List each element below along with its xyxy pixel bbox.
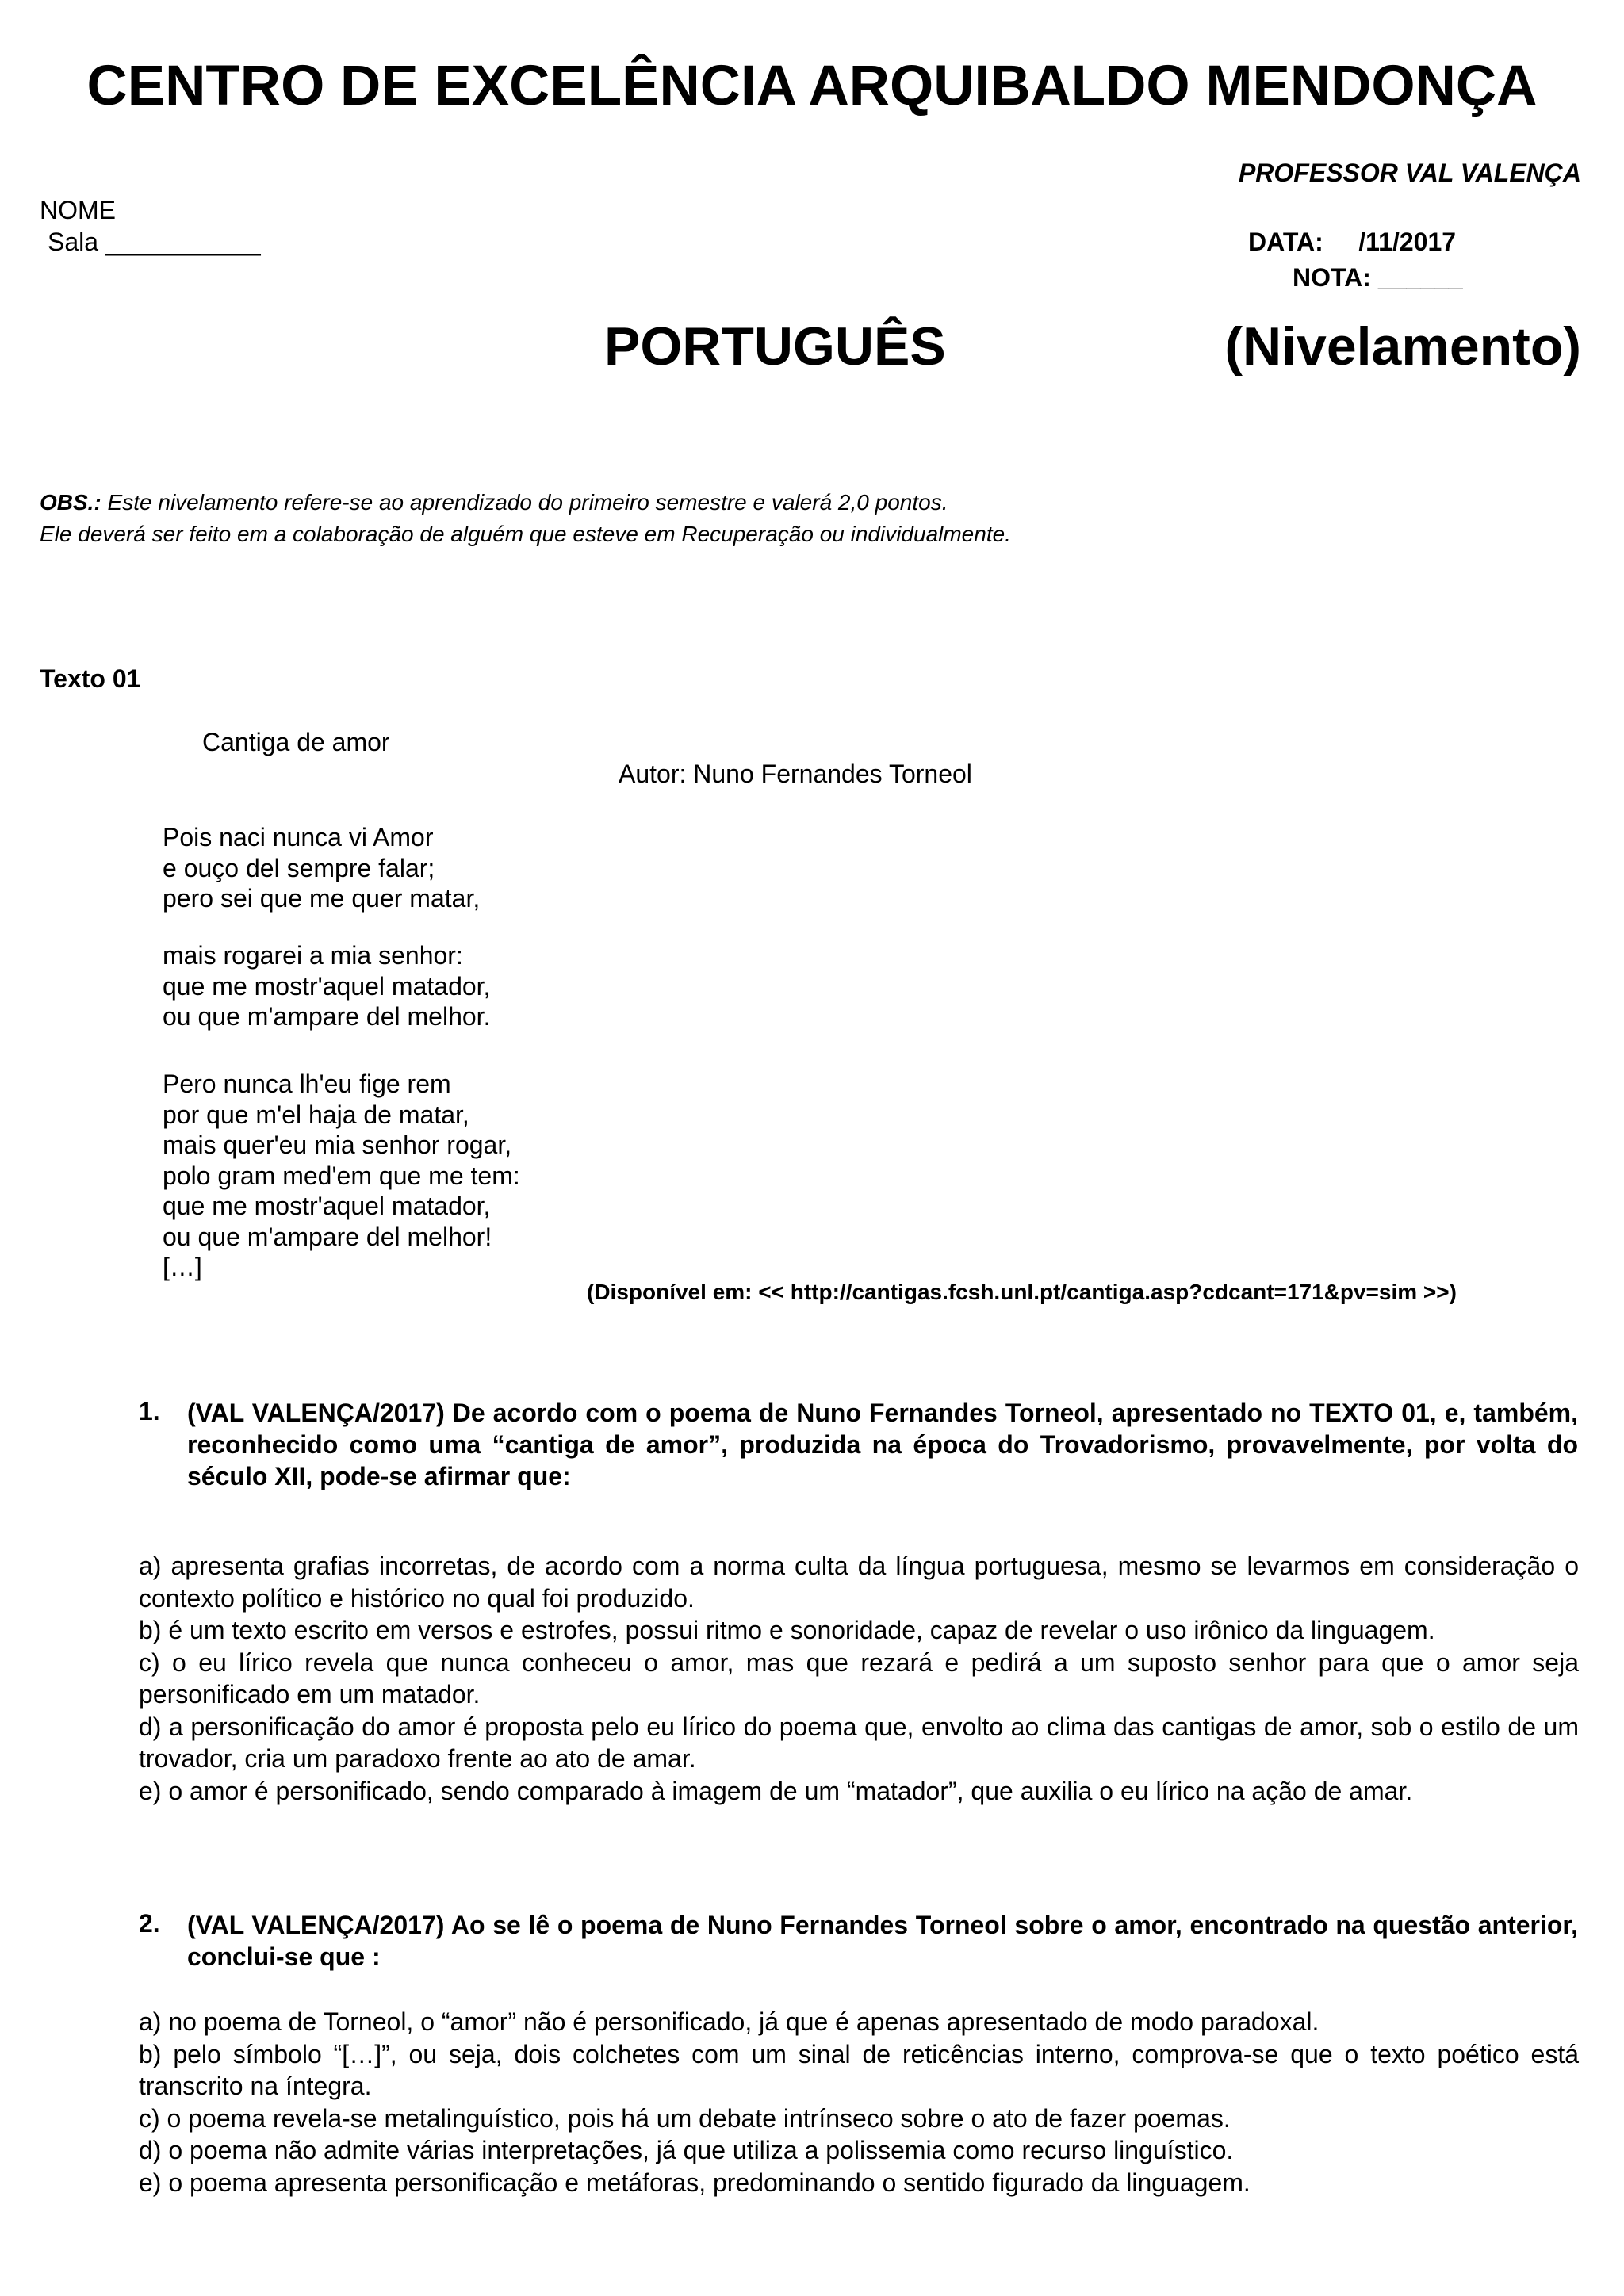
- date-label: DATA: /11/2017: [1248, 228, 1457, 256]
- professor-name: PROFESSOR VAL VALENÇA: [1238, 159, 1581, 187]
- poem-verse: mais quer'eu mia senhor rogar,: [163, 1131, 512, 1159]
- question-2-header: (VAL VALENÇA/2017) Ao se lê o poema de Nuno Fernandes Torneol sobre o amor, encontrado na questão anterior, conclui-se que :: [187, 1911, 1578, 1971]
- poem-author: Autor: Nuno Fernandes Torneol: [619, 760, 972, 788]
- question-2-option-c: c) o poema revela-se metalinguístico, pois há um debate intrínseco sobre o ato de fazer poemas.: [139, 2103, 1231, 2133]
- poem-verse: e ouço del sempre falar;: [163, 853, 435, 882]
- name-label: NOME: [40, 196, 116, 224]
- question-2-option-b: b) pelo símbolo “[…]”, ou seja, dois colchetes com um sinal de reticências interno, comprova-se que o texto poético está transcrito na íntegra.: [139, 2039, 1579, 2100]
- grade-label: NOTA: ______: [1293, 263, 1463, 292]
- question-1-option-e: e) o amor é personificado, sendo comparado à imagem de um “matador”, que auxilia o eu lírico na ação de amar.: [139, 1776, 1413, 1805]
- poem-verse: ou que m'ampare del melhor!: [163, 1222, 492, 1251]
- question-2-option-a: a) no poema de Torneol, o “amor” não é personificado, já que é apenas apresentado de modo paradoxal.: [139, 2007, 1320, 2036]
- poem-stanza-3: [163, 1069, 520, 1283]
- question-1-option-c: c) o eu lírico revela que nunca conheceu o amor, mas que rezará e pedirá a um suposto senhor para que o amor seja personificado em um matador.: [139, 1647, 1579, 1709]
- poem-stanza-1: [163, 822, 480, 914]
- question-2-options: [139, 2006, 1579, 2198]
- question-1-header: (VAL VALENÇA/2017) De acordo com o poema de Nuno Fernandes Torneol, apresentado no TEXTO 01, e, também, reconhecido como uma “cantiga de amor”, produzida na época do Trovadorismo, provavelmente, por volta do século XII, pode-se afirmar que:: [187, 1399, 1578, 1490]
- school-title: CENTRO DE EXCELÊNCIA ARQUIBALDO MENDONÇA: [86, 55, 1538, 117]
- poem-verse: por que m'el haja de matar,: [163, 1100, 469, 1129]
- question-1-options: [139, 1550, 1579, 1807]
- poem-verse: Pois naci nunca vi Amor: [163, 823, 434, 851]
- observation-note: [40, 487, 1011, 550]
- subject-title: PORTUGUÊS: [604, 316, 946, 377]
- room-label: Sala ___________: [48, 228, 261, 256]
- question-2-option-d: d) o poema não admite várias interpretações, já que utiliza a polissemia como recurso linguístico.: [139, 2136, 1234, 2164]
- question-2-option-e: e) o poema apresenta personificação e metáforas, predominando o sentido figurado da linguagem.: [139, 2168, 1251, 2197]
- question-1-option-d: d) a personificação do amor é proposta pelo eu lírico do poema que, envolto ao clima das cantigas de amor, sob o estilo de um trovador, cria um paradoxo frente ao ato de amar.: [139, 1712, 1579, 1773]
- question-2-number: 2.: [139, 1909, 160, 1938]
- poem-verse: pero sei que me quer matar,: [163, 884, 481, 913]
- level-title: (Nivelamento): [1224, 316, 1581, 377]
- question-1-option-a: a) apresenta grafias incorretas, de acordo com a norma culta da língua portuguesa, mesmo se levarmos em consideração o contexto político e histórico no qual foi produzido.: [139, 1552, 1579, 1613]
- poem-verse: […]: [163, 1253, 202, 1281]
- poem-source: (Disponível em: << http://cantigas.fcsh.unl.pt/cantiga.asp?cdcant=171&pv=sim >>): [587, 1280, 1457, 1304]
- obs-line-2: Ele deverá ser feito em a colaboração de alguém que esteve em Recuperação ou individualmente.: [40, 522, 1011, 546]
- text-label: Texto 01: [40, 664, 141, 693]
- question-1-number: 1.: [139, 1397, 160, 1425]
- poem-verse: que me mostr'aquel matador,: [163, 1192, 491, 1220]
- poem-verse: Pero nunca lh'eu fige rem: [163, 1070, 451, 1098]
- obs-label: OBS.:: [40, 490, 102, 515]
- poem-verse: mais rogarei a mia senhor:: [163, 941, 463, 970]
- poem-verse: ou que m'ampare del melhor.: [163, 1002, 491, 1031]
- poem-stanza-2: [163, 940, 490, 1032]
- poem-verse: que me mostr'aquel matador,: [163, 971, 491, 1001]
- poem-title: Cantiga de amor: [202, 728, 390, 756]
- question-1-option-b: b) é um texto escrito em versos e estrofes, possui ritmo e sonoridade, capaz de revelar o uso irônico da linguagem.: [139, 1616, 1435, 1644]
- obs-line-1: Este nivelamento refere-se ao aprendizado do primeiro semestre e valerá 2,0 pontos.: [101, 490, 948, 515]
- poem-verse: polo gram med'em que me tem:: [163, 1161, 520, 1190]
